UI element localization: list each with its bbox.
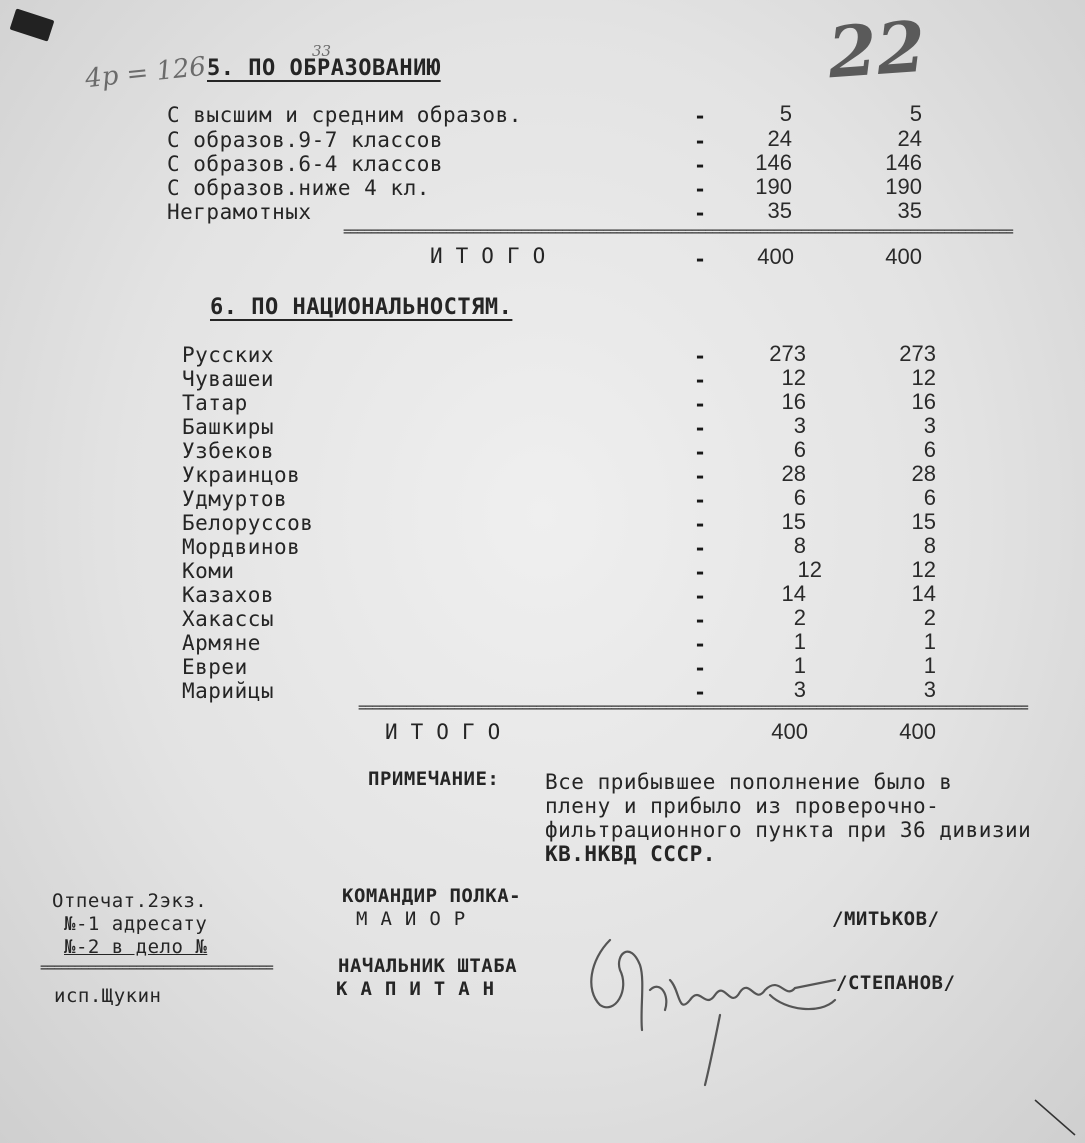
row-value-1: 28 — [781, 461, 806, 486]
row-value-2: 6 — [923, 437, 936, 462]
row-value-1: 12 — [781, 365, 806, 390]
total-value-2: 400 — [899, 719, 936, 744]
row-value-2: 28 — [911, 461, 936, 486]
row-label: Татар — [182, 391, 248, 415]
row-value-2: 5 — [909, 101, 922, 126]
row-value-2: 24 — [897, 126, 922, 151]
row-dash: - — [694, 440, 707, 464]
row-dash: - — [694, 153, 707, 177]
row-value-1: 6 — [793, 437, 806, 462]
margin-note-top: 33 — [312, 42, 332, 60]
executor: исп.Щукин — [54, 985, 162, 1007]
row-dash: - — [694, 584, 707, 608]
row-value-1: 16 — [781, 389, 806, 414]
total-label: ИТОГО — [430, 244, 559, 268]
commander-name: /МИТЬКОВ/ — [832, 908, 940, 930]
total-dash: - — [694, 247, 707, 271]
note-label: ПРИМЕЧАНИЕ: — [368, 768, 500, 790]
row-value-1: 35 — [767, 198, 792, 223]
row-value-1: 190 — [755, 174, 792, 199]
row-dash: - — [694, 104, 707, 128]
row-label: Марийцы — [182, 679, 275, 703]
row-dash: - — [694, 368, 707, 392]
row-dash: - — [694, 560, 707, 584]
row-label: С образов.6-4 классов — [167, 152, 444, 176]
row-value-1: 273 — [769, 341, 806, 366]
row-label: Чувашеи — [182, 367, 275, 391]
row-dash: - — [694, 129, 707, 153]
row-label: С образов.9-7 классов — [167, 128, 444, 152]
section6-heading: 6. ПО НАЦИОНАЛЬНОСТЯМ. — [210, 295, 513, 320]
row-label: Узбеков — [182, 439, 275, 463]
row-value-2: 1 — [923, 653, 936, 678]
row-label: Коми — [182, 559, 235, 583]
scratch-mark — [1030, 1095, 1080, 1140]
row-value-1: 6 — [793, 485, 806, 510]
row-value-1: 2 — [793, 605, 806, 630]
row-dash: - — [694, 680, 707, 704]
row-label: Удмуртов — [182, 487, 288, 511]
row-value-2: 15 — [911, 509, 936, 534]
total-value-1: 400 — [757, 244, 794, 269]
row-value-1: 14 — [781, 581, 806, 606]
row-dash: - — [694, 464, 707, 488]
row-label: Армяне — [182, 631, 261, 655]
row-value-1: 24 — [767, 126, 792, 151]
copies-line: №-2 в дело № — [64, 936, 208, 958]
copies-line: Отпечат.2экз. — [52, 890, 208, 912]
copies-line: №-1 адресату — [64, 913, 208, 935]
row-value-2: 12 — [911, 365, 936, 390]
row-value-1: 146 — [755, 150, 792, 175]
row-label: Белоруссов — [182, 511, 314, 535]
chief-title: НАЧАЛЬНИК ШТАБА — [338, 955, 518, 977]
row-value-2: 8 — [923, 533, 936, 558]
chief-name: /СТЕПАНОВ/ — [836, 972, 956, 994]
row-label: Русских — [182, 343, 275, 367]
row-value-1: 3 — [793, 413, 806, 438]
total-value-1: 400 — [771, 719, 808, 744]
row-dash: - — [694, 177, 707, 201]
row-dash: - — [694, 416, 707, 440]
note-line: фильтрационного пункта при 36 дивизии — [545, 818, 1032, 842]
row-label: Хакассы — [182, 607, 275, 631]
corner-tear-mark — [10, 8, 55, 41]
total-value-2: 400 — [885, 244, 922, 269]
row-value-1: 3 — [793, 677, 806, 702]
row-dash: - — [694, 536, 707, 560]
row-value-2: 6 — [923, 485, 936, 510]
row-value-1: 1 — [793, 653, 806, 678]
row-value-2: 3 — [923, 413, 936, 438]
row-value-2: 146 — [885, 150, 922, 175]
commander-title: КОМАНДИР ПОЛКА- — [342, 885, 522, 907]
handwritten-signature — [570, 920, 850, 1090]
row-value-2: 2 — [923, 605, 936, 630]
note-line: КВ.НКВД СССР. — [545, 842, 716, 866]
row-label: С высшим и средним образов. — [167, 103, 522, 127]
row-value-2: 3 — [923, 677, 936, 702]
row-value-1: 8 — [793, 533, 806, 558]
row-dash: - — [694, 392, 707, 416]
row-label: Казахов — [182, 583, 275, 607]
page-number-handwritten: 22 — [825, 4, 929, 95]
row-value-1: 12 — [797, 557, 822, 582]
row-label: Мордвинов — [182, 535, 301, 559]
row-label: Украинцов — [182, 463, 301, 487]
total-label: ИТОГО — [385, 720, 514, 744]
row-value-2: 14 — [911, 581, 936, 606]
row-label: Башкиры — [182, 415, 275, 439]
row-label: С образов.ниже 4 кл. — [167, 176, 430, 200]
row-dash: - — [694, 344, 707, 368]
row-dash: - — [694, 201, 707, 225]
double-line-separator: ================================================================================================== — [343, 224, 1013, 240]
row-value-1: 15 — [781, 509, 806, 534]
row-value-1: 5 — [779, 101, 792, 126]
chief-rank: КАПИТАН — [336, 978, 508, 1000]
row-value-2: 35 — [897, 198, 922, 223]
row-value-1: 1 — [793, 629, 806, 654]
row-value-2: 190 — [885, 174, 922, 199]
section5-heading: 5. ПО ОБРАЗОВАНИЮ — [207, 56, 441, 81]
row-value-2: 16 — [911, 389, 936, 414]
footer-separator: ================================== — [40, 960, 273, 976]
row-value-2: 1 — [923, 629, 936, 654]
commander-rank: МАИОР — [356, 908, 479, 930]
row-label: Неграмотных — [167, 200, 312, 224]
row-value-2: 273 — [899, 341, 936, 366]
row-label: Евреи — [182, 655, 248, 679]
margin-note-left: 4р = 126 — [83, 51, 208, 95]
row-value-2: 12 — [911, 557, 936, 582]
row-dash: - — [694, 632, 707, 656]
double-line-separator: ================================================================================================== — [358, 700, 1028, 716]
row-dash: - — [694, 512, 707, 536]
note-line: плену и прибыло из проверочно- — [545, 794, 940, 818]
row-dash: - — [694, 488, 707, 512]
row-dash: - — [694, 608, 707, 632]
row-dash: - — [694, 656, 707, 680]
note-line: Все прибывшее пополнение было в — [545, 770, 953, 794]
